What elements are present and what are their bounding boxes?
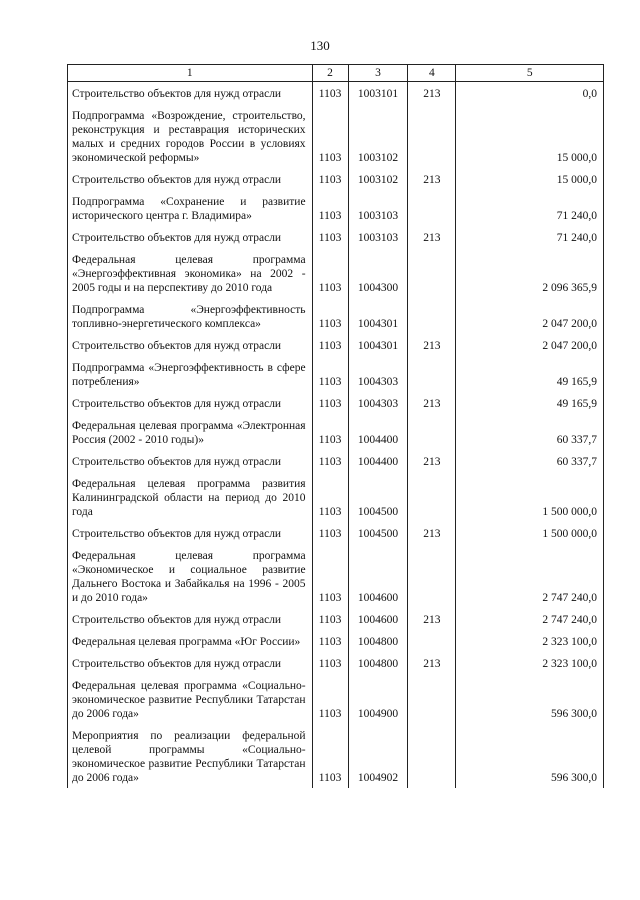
row-amount: 596 300,0 — [456, 724, 604, 788]
row-target-code: 1004500 — [348, 472, 408, 522]
table-row — [68, 190, 604, 226]
row-section-code: 1103 — [312, 190, 348, 226]
row-expense-type: 213 — [408, 168, 456, 190]
row-expense-type — [408, 630, 456, 652]
row-expense-type — [408, 472, 456, 522]
row-amount: 2 323 100,0 — [456, 652, 604, 674]
table-row — [68, 334, 604, 356]
table-row — [68, 168, 604, 190]
row-description: Строительство объектов для нужд отрасли — [68, 450, 313, 472]
row-target-code: 1004301 — [348, 298, 408, 334]
row-description: Федеральная целевая программа «Электронная Россия (2002 - 2010 годы)» — [68, 414, 313, 450]
table-row — [68, 652, 604, 674]
row-amount: 71 240,0 — [456, 190, 604, 226]
header-col-2: 2 — [312, 65, 348, 82]
row-section-code: 1103 — [312, 248, 348, 298]
table-row — [68, 724, 604, 788]
table-header-row — [68, 65, 604, 82]
row-description: Подпрограмма «Сохранение и развитие исторического центра г. Владимира» — [68, 190, 313, 226]
row-target-code: 1004800 — [348, 630, 408, 652]
row-expense-type — [408, 190, 456, 226]
row-description: Федеральная целевая программа развития Калининградской области на период до 2010 года — [68, 472, 313, 522]
table-row — [68, 472, 604, 522]
row-section-code: 1103 — [312, 414, 348, 450]
row-section-code: 1103 — [312, 104, 348, 168]
row-expense-type: 213 — [408, 392, 456, 414]
row-section-code: 1103 — [312, 472, 348, 522]
row-amount: 1 500 000,0 — [456, 472, 604, 522]
row-target-code: 1004303 — [348, 392, 408, 414]
row-description: Строительство объектов для нужд отрасли — [68, 168, 313, 190]
row-section-code: 1103 — [312, 392, 348, 414]
row-description: Подпрограмма «Энергоэффективность в сфере потребления» — [68, 356, 313, 392]
table-row — [68, 298, 604, 334]
row-amount: 0,0 — [456, 82, 604, 105]
row-expense-type: 213 — [408, 226, 456, 248]
row-expense-type: 213 — [408, 608, 456, 630]
row-target-code: 1003103 — [348, 226, 408, 248]
row-description: Строительство объектов для нужд отрасли — [68, 652, 313, 674]
row-section-code: 1103 — [312, 724, 348, 788]
row-expense-type — [408, 104, 456, 168]
row-description: Федеральная целевая программа «Юг России» — [68, 630, 313, 652]
row-expense-type — [408, 674, 456, 724]
row-description: Строительство объектов для нужд отрасли — [68, 392, 313, 414]
row-target-code: 1004800 — [348, 652, 408, 674]
row-section-code: 1103 — [312, 82, 348, 105]
header-col-1: 1 — [68, 65, 313, 82]
table-row — [68, 248, 604, 298]
row-target-code: 1004600 — [348, 608, 408, 630]
row-amount: 1 500 000,0 — [456, 522, 604, 544]
table-row — [68, 392, 604, 414]
row-amount: 2 747 240,0 — [456, 608, 604, 630]
row-section-code: 1103 — [312, 226, 348, 248]
row-description: Строительство объектов для нужд отрасли — [68, 82, 313, 105]
row-description: Подпрограмма «Энергоэффективность топливно-энергетического комплекса» — [68, 298, 313, 334]
row-amount: 596 300,0 — [456, 674, 604, 724]
row-description: Подпрограмма «Возрождение, строительство, реконструкция и реставрация исторических малых и средних городов России в условиях экономической реформы» — [68, 104, 313, 168]
header-col-4: 4 — [408, 65, 456, 82]
row-section-code: 1103 — [312, 652, 348, 674]
row-expense-type: 213 — [408, 334, 456, 356]
row-amount: 71 240,0 — [456, 226, 604, 248]
table-row — [68, 522, 604, 544]
table-row — [68, 544, 604, 608]
row-expense-type: 213 — [408, 450, 456, 472]
table-row — [68, 608, 604, 630]
row-section-code: 1103 — [312, 630, 348, 652]
row-section-code: 1103 — [312, 298, 348, 334]
row-description: Мероприятия по реализации федеральной целевой программы «Социально-экономическое развитие Республики Татарстан до 2006 года» — [68, 724, 313, 788]
row-amount: 2 047 200,0 — [456, 298, 604, 334]
row-target-code: 1003101 — [348, 82, 408, 105]
row-description: Строительство объектов для нужд отрасли — [68, 334, 313, 356]
row-description: Федеральная целевая программа «Социально-экономическое развитие Республики Татарстан до 2006 года» — [68, 674, 313, 724]
row-expense-type: 213 — [408, 652, 456, 674]
row-amount: 2 096 365,9 — [456, 248, 604, 298]
table-row — [68, 450, 604, 472]
row-section-code: 1103 — [312, 168, 348, 190]
row-amount: 49 165,9 — [456, 356, 604, 392]
row-expense-type: 213 — [408, 82, 456, 105]
row-section-code: 1103 — [312, 450, 348, 472]
row-target-code: 1004303 — [348, 356, 408, 392]
table-row — [68, 226, 604, 248]
row-amount: 2 323 100,0 — [456, 630, 604, 652]
table-row — [68, 104, 604, 168]
row-target-code: 1004900 — [348, 674, 408, 724]
row-amount: 60 337,7 — [456, 450, 604, 472]
row-section-code: 1103 — [312, 674, 348, 724]
row-expense-type — [408, 724, 456, 788]
row-amount: 49 165,9 — [456, 392, 604, 414]
budget-table — [67, 64, 604, 788]
row-target-code: 1003102 — [348, 168, 408, 190]
row-target-code: 1004902 — [348, 724, 408, 788]
row-amount: 2 047 200,0 — [456, 334, 604, 356]
row-description: Федеральная целевая программа «Экономическое и социальное развитие Дальнего Востока и Забайкалья на 1996 - 2005 и до 2010 года» — [68, 544, 313, 608]
row-amount: 60 337,7 — [456, 414, 604, 450]
row-expense-type — [408, 248, 456, 298]
row-section-code: 1103 — [312, 608, 348, 630]
row-target-code: 1004400 — [348, 414, 408, 450]
row-description: Строительство объектов для нужд отрасли — [68, 608, 313, 630]
header-col-3: 3 — [348, 65, 408, 82]
table-row — [68, 356, 604, 392]
row-section-code: 1103 — [312, 544, 348, 608]
table-row — [68, 82, 604, 105]
row-section-code: 1103 — [312, 334, 348, 356]
row-target-code: 1003103 — [348, 190, 408, 226]
table-row — [68, 674, 604, 724]
row-target-code: 1004300 — [348, 248, 408, 298]
row-description: Строительство объектов для нужд отрасли — [68, 226, 313, 248]
row-amount: 15 000,0 — [456, 168, 604, 190]
row-target-code: 1004400 — [348, 450, 408, 472]
row-target-code: 1003102 — [348, 104, 408, 168]
row-description: Строительство объектов для нужд отрасли — [68, 522, 313, 544]
page-number: 130 — [310, 38, 330, 53]
table-row — [68, 630, 604, 652]
header-col-5: 5 — [456, 65, 604, 82]
row-description: Федеральная целевая программа «Энергоэффективная экономика» на 2002 - 2005 годы и на перспективу до 2010 года — [68, 248, 313, 298]
row-section-code: 1103 — [312, 522, 348, 544]
table-row — [68, 414, 604, 450]
row-target-code: 1004600 — [348, 544, 408, 608]
row-amount: 15 000,0 — [456, 104, 604, 168]
row-amount: 2 747 240,0 — [456, 544, 604, 608]
row-target-code: 1004500 — [348, 522, 408, 544]
row-expense-type — [408, 356, 456, 392]
row-section-code: 1103 — [312, 356, 348, 392]
row-expense-type — [408, 544, 456, 608]
table-body — [68, 82, 604, 789]
row-expense-type: 213 — [408, 522, 456, 544]
row-expense-type — [408, 414, 456, 450]
row-expense-type — [408, 298, 456, 334]
row-target-code: 1004301 — [348, 334, 408, 356]
